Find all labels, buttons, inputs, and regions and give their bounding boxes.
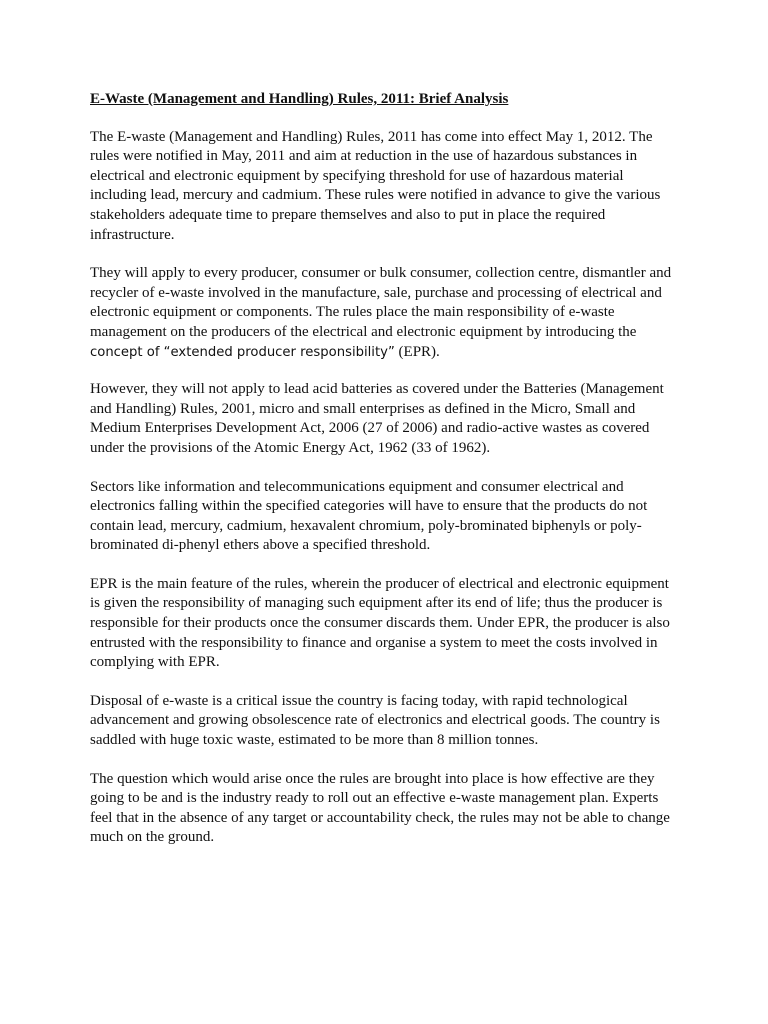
paragraph-7: The question which would arise once the rules are brought into place is how effective are they going to be and is the industry ready to roll out an effective e-waste management plan. Experts feel that in the absence of any target or accountability check, the rules may not be able to change much on the ground. — [90, 770, 670, 846]
paragraph-2-tail: (EPR). — [394, 343, 440, 360]
paragraph-6: Disposal of e-waste is a critical issue the country is facing today, with rapid technological advancement and growing obsolescence rate of electronics and electrical goods. The country is saddled with huge toxic waste, estimated to be more than 8 million tonnes. — [90, 692, 660, 749]
paragraph-3: However, they will not apply to lead acid batteries as covered under the Batteries (Management and Handling) Rules, 2001, micro and small enterprises as defined in the Micro, Small and Medium Enterprises Development Act, 2006 (27 of 2006) and radio-active wastes as covered under the provisions of the Atomic Energy Act, 1962 (33 of 1962). — [90, 381, 664, 456]
paragraph-2-main: They will apply to every producer, consumer or bulk consumer, collection centre, dismantler and recycler of e-waste involved in the manufacture, sale, purchase and processing of electrical and electronic equipment or components. The rules place the main responsibility of e-waste management on the producers of the electrical and electronic equipment by introducing the — [90, 265, 672, 340]
paragraph-5: EPR is the main feature of the rules, wherein the producer of electrical and electronic equipment is given the responsibility of managing such equipment after its end of life; thus the producer is responsible for their products once the consumer discards them. Under EPR, the producer is also entrusted with the responsibility to finance and organise a system to meet the costs involved in complying with EPR. — [90, 575, 670, 671]
document-title: E-Waste (Management and Handling) Rules, 2011: Brief Analysis — [90, 91, 509, 107]
paragraph-2 — [90, 264, 680, 362]
paragraph-1: The E-waste (Management and Handling) Rules, 2011 has come into effect May 1, 2012. The rules were notified in May, 2011 and aim at reduction in the use of hazardous substances in electrical and electronic equipment by specifying threshold for use of hazardous material including lead, mercury and cadmium. These rules were notified in advance to give the various stakeholders adequate time to prepare themselves and also to put in place the required infrastructure. — [90, 128, 661, 243]
paragraph-4: Sectors like information and telecommunications equipment and consumer electrical and electronics falling within the specified categories will have to ensure that the products do not contain lead, mercury, cadmium, hexavalent chromium, poly-brominated biphenyls or poly-brominated di-phenyl ethers above a specified threshold. — [90, 478, 648, 554]
paragraph-2-epr-concept: concept of “extended producer responsibility” — [90, 344, 395, 360]
document-body — [90, 90, 680, 867]
